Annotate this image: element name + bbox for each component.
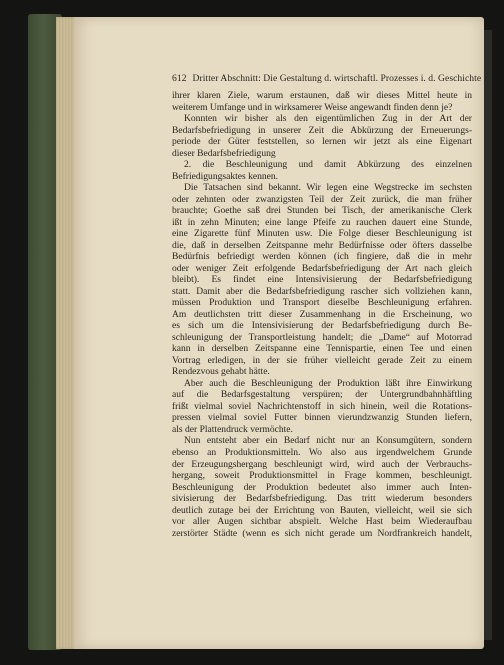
text-line: bleibt). Es findet eine Intensivisierung der Bedarfsbefriedigung — [172, 274, 472, 286]
text-line: Bedürfnis befriedigt werden können (ich fingiere, daß die in mehr — [172, 251, 472, 263]
text-line: kann in derselben Zeitspanne eine Tennispartie, einen Tee und einen — [172, 343, 472, 355]
text-line: Am deutlichsten tritt dieser Zusammenhang in die Erscheinung, wo — [172, 308, 472, 320]
running-head-title: Dritter Abschnitt: Die Gestaltung d. wirtschaftl. Prozesses i. d. Geschichte — [192, 73, 482, 84]
text-line: die, daß in derselben Zeitspanne mehr Bedürfnisse oder öfters dasselbe — [172, 239, 472, 251]
text-line: Beschleunigung der Produktion bedeutet also immer auch Inten- — [172, 481, 472, 493]
text-line: Rendezvous gehabt hätte. — [172, 366, 270, 378]
text-line: dieser Bedarfsbefriedigung — [172, 147, 276, 159]
text-line: schleunigung der Transportleistung handelt; die „Dame“ auf Motorrad — [172, 331, 472, 343]
text-line: periode der Güter feststellen, so lernen wir jetzt als eine Eigenart — [172, 136, 472, 148]
text-line: weiterem Umfange und in wirksamerer Weise angewandt finden denn je? — [172, 101, 453, 113]
text-line: Vortrag erledigen, in der sie früher vielleicht gerade Zeit zu einem — [172, 354, 472, 366]
text-line: Nun entsteht aber ein Bedarf nicht nur an Konsumgütern, sondern — [184, 435, 472, 447]
page-right-shadow — [484, 30, 492, 640]
text-line: ebenso an Produktionsmitteln. Wo also aus irgendwelchem Grunde — [172, 446, 472, 458]
text-line: ihrer klaren Ziele, warum erstaunen, daß wir dieses Mittel heute in — [172, 90, 472, 101]
text-line: frißt vielmal soviel Nachrichtenstoff in sich hinein, weil die Rotations- — [172, 400, 472, 412]
text-line: Bedarfsbefriedigung in unserer Zeit die Abkürzung der Erneuerungs- — [172, 124, 472, 136]
text-line: Die Tatsachen sind bekannt. Wir legen eine Wegstrecke im sechsten — [184, 182, 472, 194]
text-line: als der Plattendruck vermöchte. — [172, 423, 293, 435]
text-line: ißt in zehn Minuten; eine lange Pfeife zu rauchen dauert eine Stunde, — [172, 216, 472, 228]
text-line: Befriedigungsaktes kennen. — [172, 170, 279, 182]
text-line: zerstörter Städte (wenn es sich nicht gerade um Nordfrankreich handelt, — [172, 527, 472, 539]
text-line: statt. Damit aber die Bedarfsbefriedigung rascher sich vollziehen kann, — [172, 285, 472, 297]
text-line: der Erzeugungshergang beschleunigt wird, wird auch der Verbrauchs- — [172, 458, 472, 470]
text-line: müssen Produktion und Transport dieselbe Beschleunigung erfahren. — [172, 297, 472, 309]
body-text — [172, 90, 472, 539]
text-line: deutlich zutage bei der Errichtung von Bauten, vielleicht, weil sie sich — [172, 504, 472, 516]
text-line: Konnten wir bisher als den eigentümlichen Zug in der Art der — [184, 113, 472, 125]
text-line: 2. die Beschleunigung und damit Abkürzung des einzelnen — [184, 159, 472, 171]
text-line: es sich um die Intensivisierung der Bedarfsbefriedigung durch Be- — [172, 320, 472, 332]
text-line: brauchte; Goethe saß drei Stunden bei Tisch, der amerikanische Clerk — [172, 205, 472, 217]
text-line: sivisierung der Bedarfsbefriedigung. Das tritt wiederum besonders — [172, 493, 472, 505]
text-line: hergang, soweit Produktionsmittel in Frage kommen, beschleunigt. — [172, 470, 472, 482]
text-line: oder zehnten oder zwanzigsten Teil der Zeit zurück, die man früher — [172, 193, 472, 205]
text-line: oder weniger Zeit erfolgende Bedarfsbefriedigung der Art nach gleich — [172, 262, 472, 274]
running-head — [172, 73, 482, 84]
text-line: Aber auch die Beschleunigung der Produktion läßt ihre Einwirkung — [184, 377, 472, 389]
text-line: eine Zigarette fünf Minuten usw. Die Folge dieser Beschleunigung ist — [172, 228, 472, 240]
text-line: auf die Bedarfsgestaltung verspüren; der Untergrundbahnhäftling — [172, 389, 472, 401]
text-line: vor aller Augen sichtbar abspielt. Welche Hast beim Wiederaufbau — [172, 516, 472, 528]
page-number: 612 — [172, 73, 187, 84]
text-line: pressen vielmal soviel Futter binnen vierundzwanzig Stunden liefern, — [172, 412, 472, 424]
